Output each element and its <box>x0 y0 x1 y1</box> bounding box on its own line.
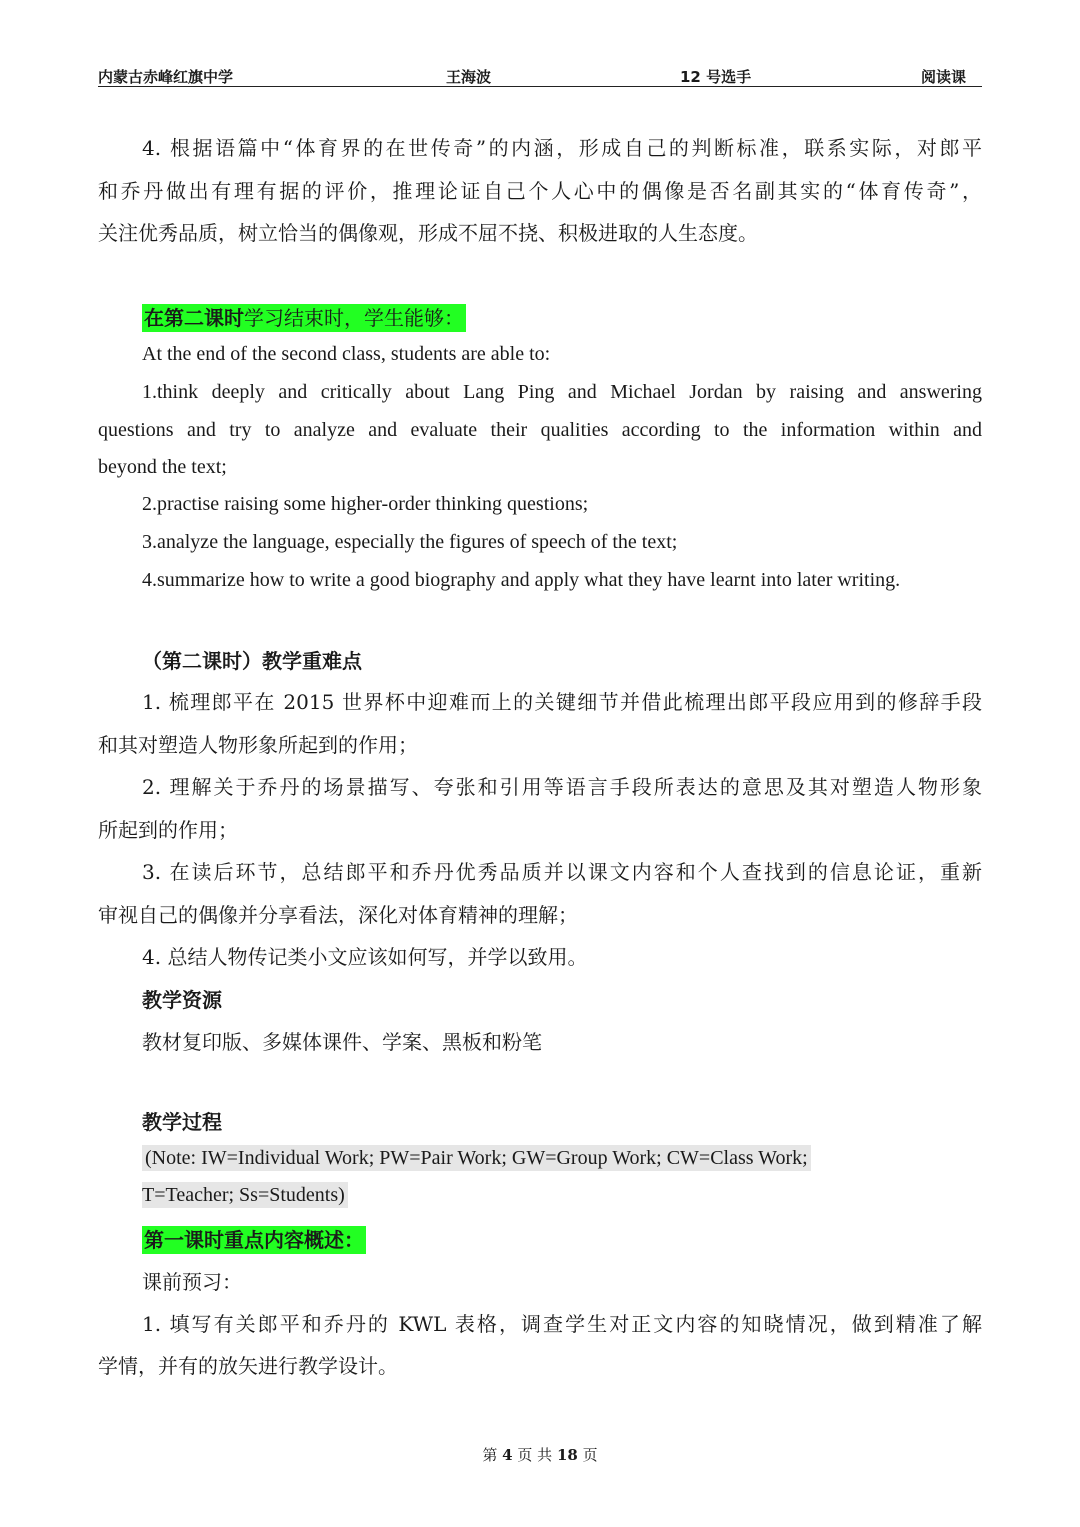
resources-text: 教材复印版、多媒体课件、学案、黑板和粉笔 <box>142 1030 542 1054</box>
key-point2-line2: 所起到的作用； <box>98 818 238 842</box>
first-class-summary <box>98 1224 982 1253</box>
objective2: 2.practise raising some higher-order thinking questions; <box>142 493 589 515</box>
header-school: 内蒙古赤峰红旗中学 <box>98 68 234 86</box>
footer-prefix: 第 <box>482 1446 498 1464</box>
objective1-line3: beyond the text; <box>98 456 227 478</box>
header-contestant: 12 号选手 <box>680 68 752 86</box>
preview-item1-line1: 1. 填写有关郎平和乔丹的 KWL 表格，调查学生对正文内容的知晓情况，做到精准了解 <box>142 1312 982 1336</box>
key-point3-line1: 3. 在读后环节，总结郎平和乔丹优秀品质并以课文内容和个人查找到的信息论证，重新 <box>142 860 982 884</box>
header-teacher: 王海波 <box>446 68 492 86</box>
footer-total-pages: 18 <box>556 1446 578 1464</box>
note-line1-text: (Note: IW=Individual Work; PW=Pair Work; GW=Group Work; CW=Class Work; <box>142 1145 811 1171</box>
key-point1-line1: 1. 梳理郎平在 2015 世界杯中迎难而上的关键细节并借此梳理出郎平段应用到的修辞手段 <box>142 690 982 714</box>
note-line1 <box>98 1147 982 1170</box>
key-point1-line2: 和其对塑造人物形象所起到的作用； <box>98 733 418 757</box>
first-class-summary-text: 第一课时重点内容概述： <box>144 1228 364 1252</box>
process-heading: 教学过程 <box>142 1110 222 1134</box>
page-footer <box>0 1444 1080 1465</box>
page-header <box>98 62 982 87</box>
footer-page-number: 4 <box>502 1446 513 1464</box>
objective3: 3.analyze the language, especially the figures of speech of the text; <box>142 531 678 553</box>
key-point4: 4. 总结人物传记类小文应该如何写，并学以致用。 <box>142 945 588 969</box>
note-line2 <box>98 1184 982 1207</box>
footer-suffix: 页 <box>582 1446 598 1464</box>
objectives-intro: At the end of the second class, students are able to: <box>142 343 551 365</box>
key-point3-line2: 审视自己的偶像并分享看法，深化对体育精神的理解； <box>98 903 578 927</box>
goal4-line3: 关注优秀品质，树立恰当的偶像观，形成不屈不挠、积极进取的人生态度。 <box>98 221 758 245</box>
objective1-line2: questions and try to analyze and evaluate their qualities according to the information within and <box>98 419 982 441</box>
footer-middle: 页 共 <box>517 1446 553 1464</box>
key-point2-line1: 2. 理解关于乔丹的场景描写、夸张和引用等语言手段所表达的意思及其对塑造人物形象 <box>142 775 982 799</box>
goal4-line2: 和乔丹做出有理有据的评价，推理论证自己个人心中的偶像是否名副其实的“体育传奇”， <box>98 179 982 203</box>
objective1-line1: 1.think deeply and critically about Lang Ping and Michael Jordan by raising and answering <box>142 381 982 403</box>
highlighted-heading <box>142 304 466 332</box>
heading-bold-part: 在第二课时 <box>144 306 244 330</box>
note-line2-text: T=Teacher; Ss=Students) <box>142 1182 348 1208</box>
goal4-line1: 4. 根据语篇中“体育界的在世传奇”的内涵，形成自己的判断标准，联系实际，对郎平 <box>142 136 982 160</box>
preview-label: 课前预习： <box>142 1270 242 1294</box>
objective4: 4.summarize how to write a good biography and apply what they have learnt into later writing. <box>142 569 901 591</box>
header-lesson-type: 阅读课 <box>920 68 966 86</box>
key-points-heading: （第二课时）教学重难点 <box>142 649 362 673</box>
resources-heading: 教学资源 <box>142 988 222 1012</box>
heading-rest-part: 学习结束时，学生能够： <box>244 306 464 330</box>
second-class-heading <box>98 302 982 331</box>
preview-item1-line2: 学情，并有的放矢进行教学设计。 <box>98 1354 398 1378</box>
